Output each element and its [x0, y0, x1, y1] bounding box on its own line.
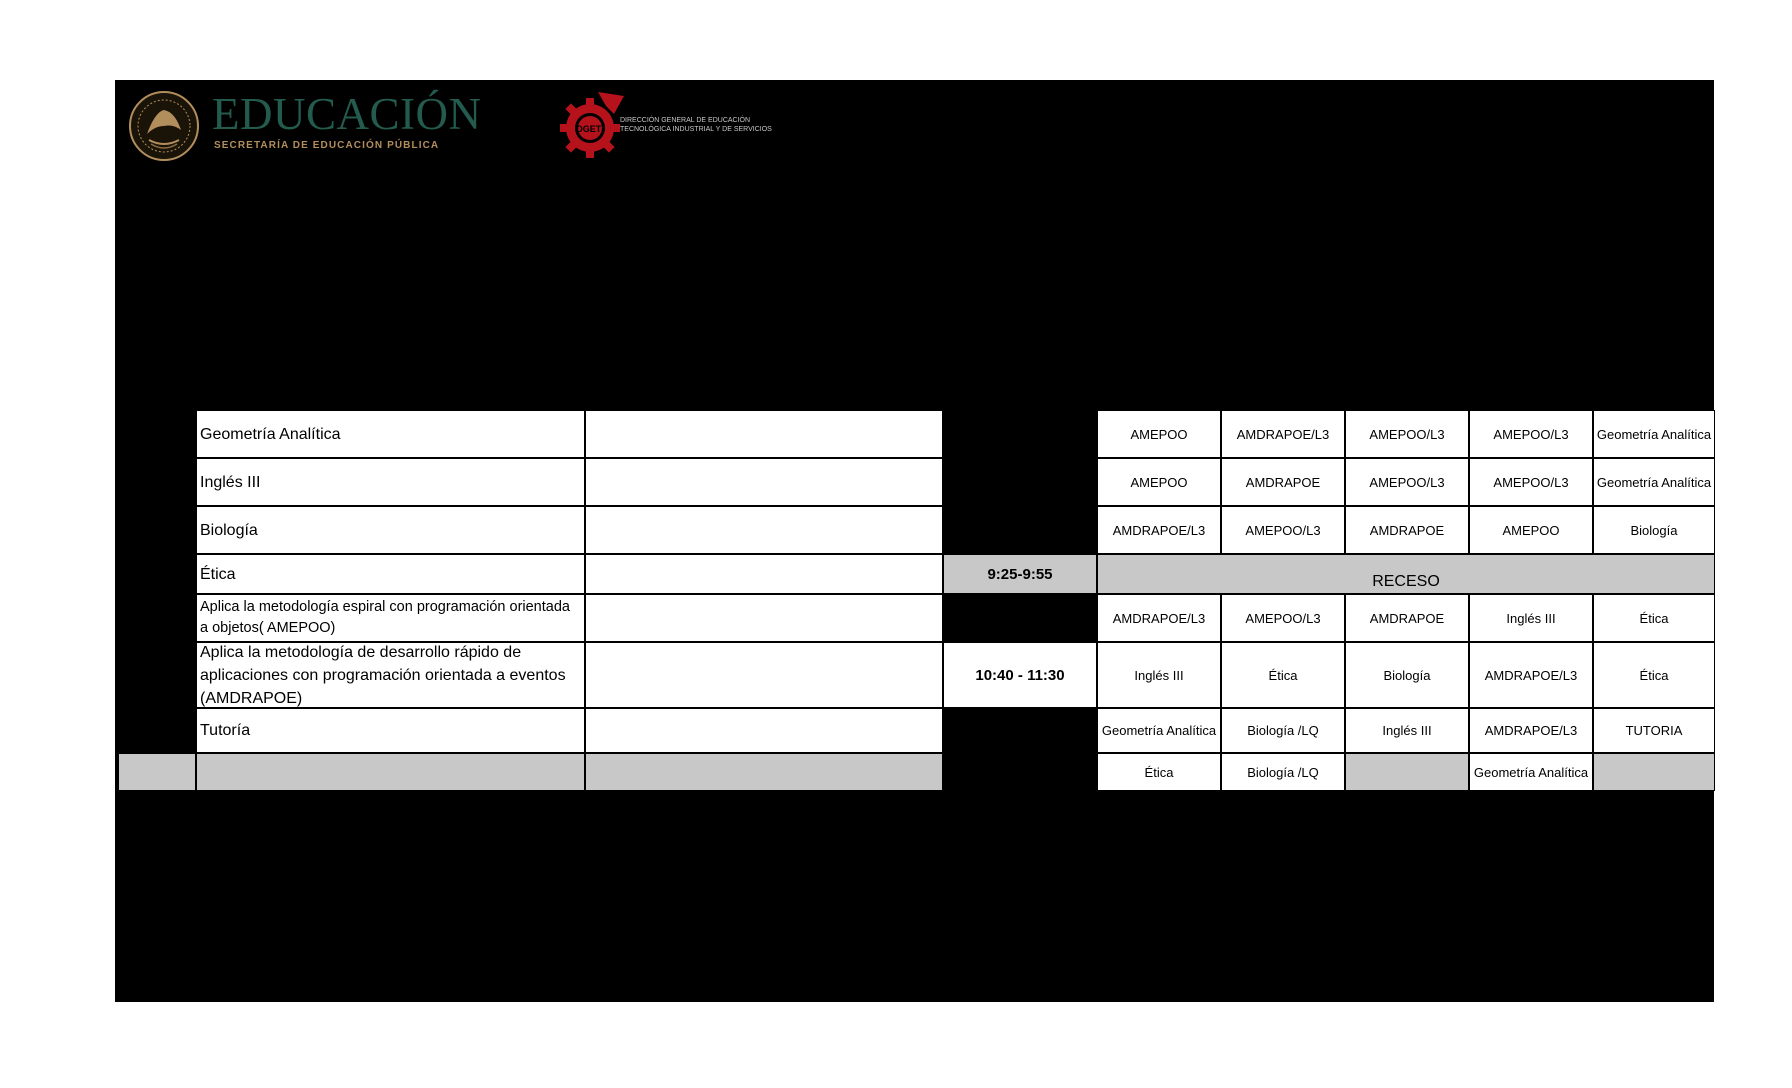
schedule-cell: Geometría Analítica — [1097, 708, 1221, 753]
schedule-cell: AMEPOO — [1097, 458, 1221, 506]
schedule-cell — [1345, 753, 1469, 791]
block-time: 10:40 - 11:30 — [943, 642, 1097, 708]
national-seal-icon — [125, 90, 203, 162]
schedule-cell: AMDRAPOE/L3 — [1097, 506, 1221, 554]
dgeti-line-2: TECNOLÓGICA INDUSTRIAL Y DE SERVICIOS — [620, 126, 772, 133]
subject-cell: Biología — [196, 506, 585, 554]
dgeti-text — [620, 116, 772, 134]
schedule-cell: Ética — [1221, 642, 1345, 708]
sep-logo — [125, 88, 505, 162]
schedule-cell: Geometría Analítica — [1469, 753, 1593, 791]
schedule-cell: Geometría Analítica — [1593, 458, 1715, 506]
schedule-cell: AMDRAPOE/L3 — [1221, 410, 1345, 458]
schedule-cell: Ética — [1593, 594, 1715, 642]
schedule-cell: Geometría Analítica — [1593, 410, 1715, 458]
education-subtitle: SECRETARÍA DE EDUCACIÓN PÚBLICA — [214, 140, 440, 151]
schedule-cell: AMEPOO — [1469, 506, 1593, 554]
schedule-cell: AMDRAPOE — [1345, 506, 1469, 554]
education-title: EDUCACIÓN — [212, 89, 482, 139]
teacher-cell — [585, 506, 943, 554]
schedule-cell: Inglés III — [1345, 708, 1469, 753]
schedule-cell: AMDRAPOE — [1221, 458, 1345, 506]
gear-logo-icon — [558, 90, 626, 162]
teacher-cell — [585, 642, 943, 708]
schedule-cell — [1593, 753, 1715, 791]
teacher-cell — [585, 410, 943, 458]
schedule-cell: AMEPOO/L3 — [1469, 410, 1593, 458]
schedule-cell: Biología /LQ — [1221, 708, 1345, 753]
teacher-cell — [585, 594, 943, 642]
schedule-cell: AMEPOO/L3 — [1345, 458, 1469, 506]
dgeti-mark: DGETI — [576, 124, 604, 134]
schedule-cell: AMEPOO/L3 — [1221, 594, 1345, 642]
gray-cell — [585, 753, 943, 791]
schedule-cell: AMEPOO/L3 — [1345, 410, 1469, 458]
schedule-cell: Biología /LQ — [1221, 753, 1345, 791]
schedule-cell: AMDRAPOE/L3 — [1469, 642, 1593, 708]
schedule-cell: AMEPOO/L3 — [1469, 458, 1593, 506]
schedule-cell: Ética — [1097, 753, 1221, 791]
subject-cell: Tutoría — [196, 708, 585, 753]
subject-cell: Ética — [196, 554, 585, 594]
schedule-cell: AMEPOO/L3 — [1221, 506, 1345, 554]
schedule-cell: AMEPOO — [1097, 410, 1221, 458]
schedule-cell: AMDRAPOE/L3 — [1469, 708, 1593, 753]
subject-cell: Geometría Analítica — [196, 410, 585, 458]
subject-cell: Aplica la metodología de desarrollo rápido de aplicaciones con programación orientada a eventos (AMDRAPOE) — [196, 642, 585, 708]
schedule-cell: Inglés III — [1097, 642, 1221, 708]
dgeti-line-1: DIRECCIÓN GENERAL DE EDUCACIÓN — [620, 117, 751, 124]
schedule-cell: AMDRAPOE — [1345, 594, 1469, 642]
recess-banner: RECESO — [1097, 554, 1715, 594]
gray-cell — [118, 753, 196, 791]
schedule-cell: Biología — [1345, 642, 1469, 708]
schedule-cell: Biología — [1593, 506, 1715, 554]
subject-cell: Aplica la metodología espiral con programación orientada a objetos( AMEPOO) — [196, 594, 585, 642]
gray-cell — [196, 753, 585, 791]
schedule-cell: TUTORIA — [1593, 708, 1715, 753]
schedule-cell: AMDRAPOE/L3 — [1097, 594, 1221, 642]
teacher-cell — [585, 458, 943, 506]
schedule-cell: Ética — [1593, 642, 1715, 708]
schedule-cell: Inglés III — [1469, 594, 1593, 642]
recess-time: 9:25-9:55 — [943, 554, 1097, 594]
subject-cell: Inglés III — [196, 458, 585, 506]
dgeti-logo — [558, 90, 818, 164]
teacher-cell — [585, 708, 943, 753]
teacher-cell — [585, 554, 943, 594]
